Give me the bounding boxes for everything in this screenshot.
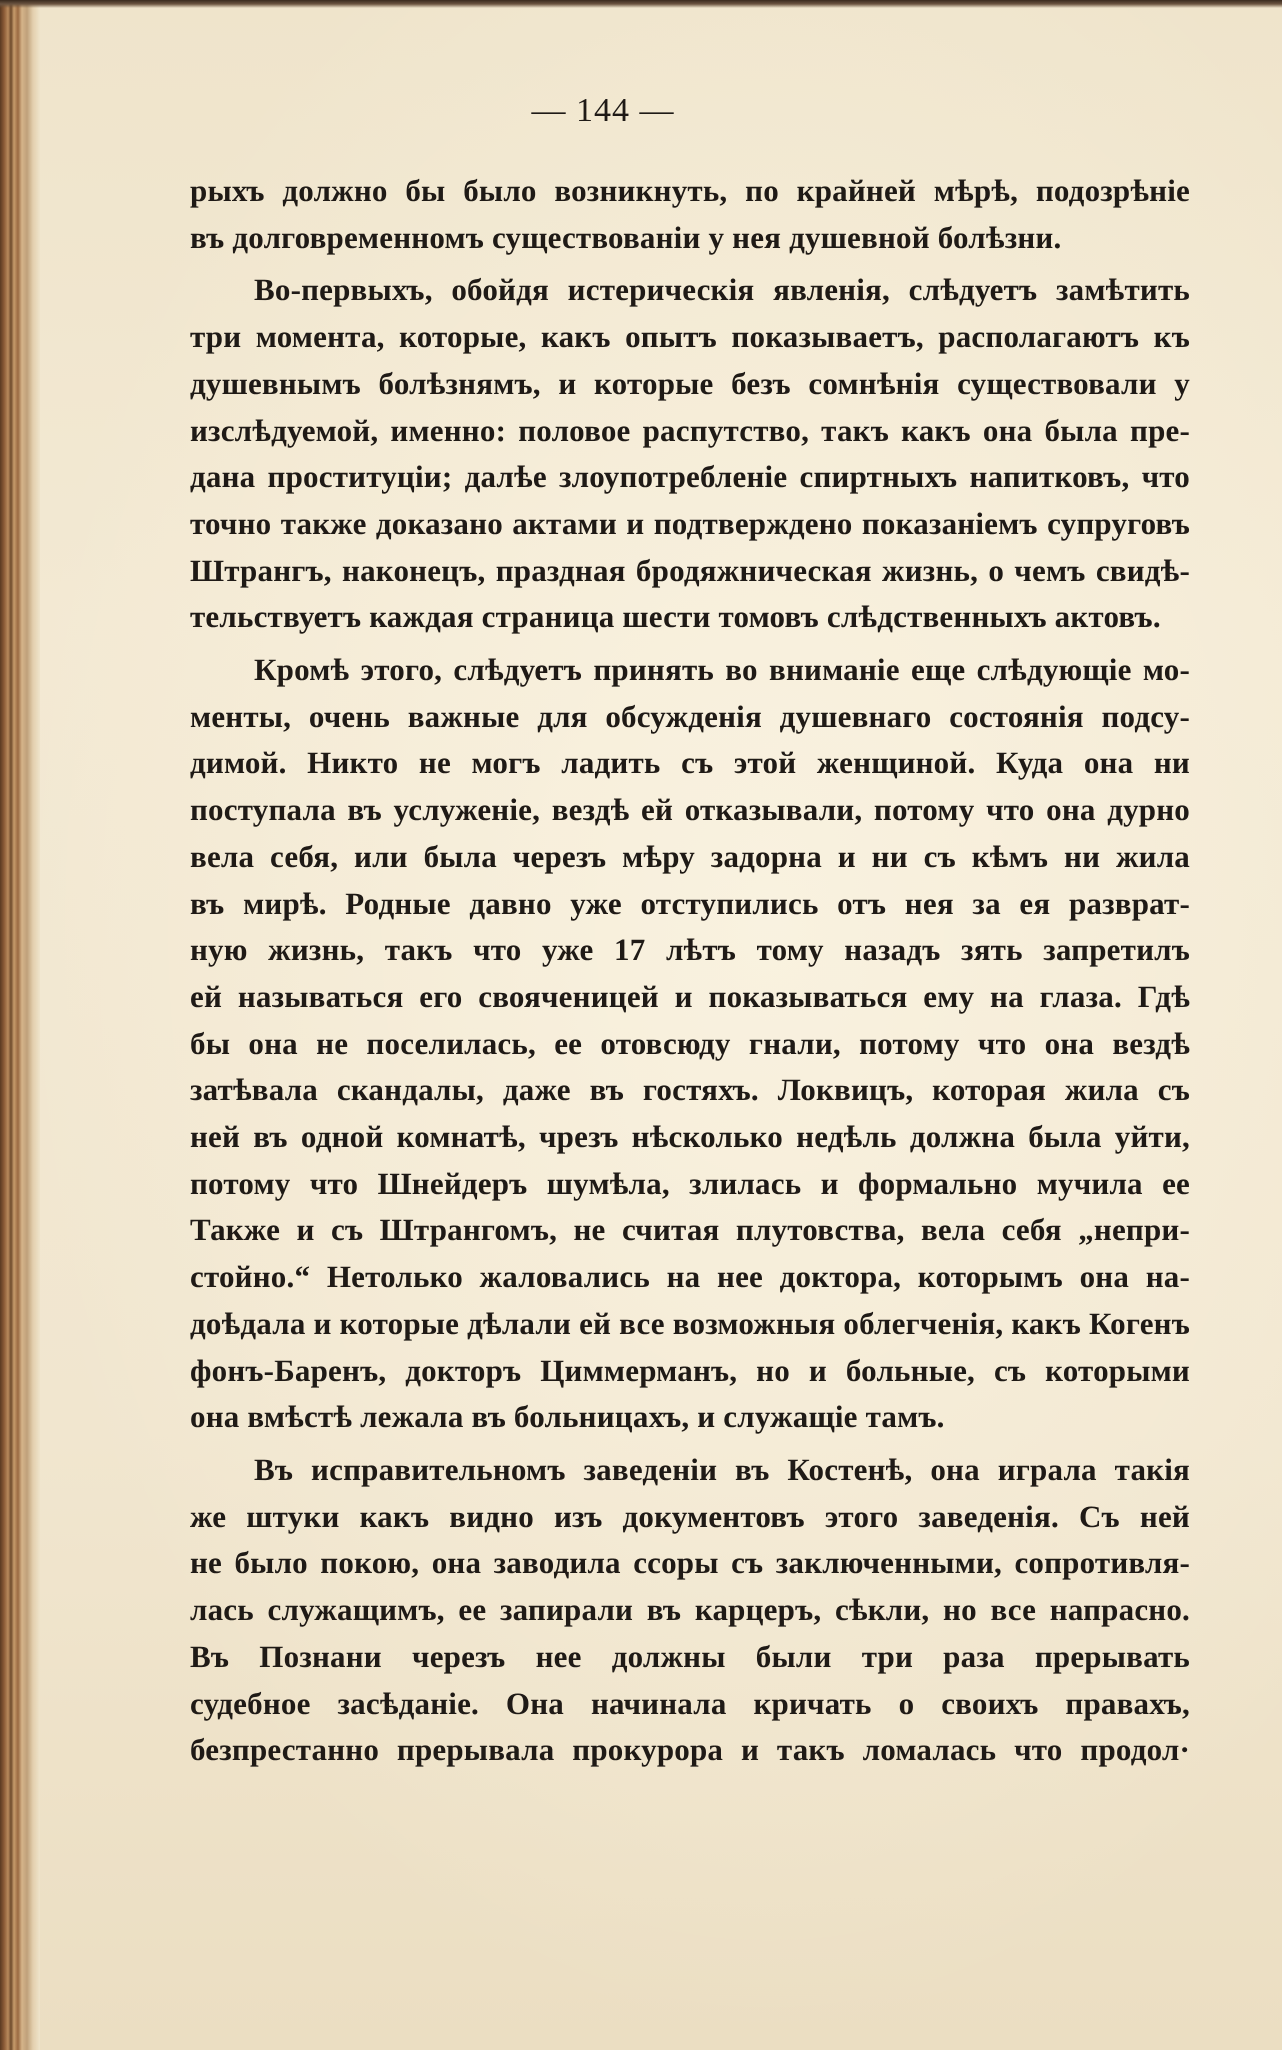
text-line: тельствуетъ каждая страница шести томовъ слѣдственныхъ актовъ. (190, 599, 1161, 635)
text-line: поступала въ услуженіе, вездѣ ей отказывали, потому что она дурно (190, 792, 1190, 828)
text-line: ей называться его свояченицей и показываться ему на глаза. Гдѣ (190, 978, 1190, 1014)
text-line: же штуки какъ видно изъ документовъ этого заведенія. Съ ней (190, 1498, 1190, 1534)
text-line: фонъ-Баренъ, докторъ Циммерманъ, но и больные, съ которыми (190, 1352, 1190, 1388)
text-line: Также и съ Штрангомъ, не считая плутовства, вела себя „непри- (190, 1212, 1190, 1248)
text-line: рыхъ должно бы было возникнуть, по крайней мѣрѣ, подозрѣніе (190, 173, 1190, 208)
text-line: стойно.“ Нетолько жаловались на нее доктора, которымъ она на- (190, 1259, 1190, 1295)
text-line: судебное засѣданіе. Она начинала кричать о своихъ правахъ, (190, 1685, 1190, 1721)
paragraph (190, 1447, 1190, 1774)
text-line: бы она не поселилась, ее отовсюду гнали, потому что она вездѣ (190, 1025, 1190, 1061)
text-line: дана проституціи; далѣе злоупотребленіе спиртныхъ напитковъ, что (190, 459, 1190, 495)
text-line: она вмѣстѣ лежала въ больницахъ, и служащіе тамъ. (190, 1399, 945, 1435)
page-top-edge (0, 0, 1282, 8)
text-line: потому что Шнейдеръ шумѣла, злилась и формально мучила ее (190, 1165, 1190, 1201)
text-line: лась служащимъ, ее запирали въ карцеръ, сѣкли, но все напрасно. (190, 1592, 1190, 1628)
text-line: затѣвала скандалы, даже въ гостяхъ. Локвицъ, которая жила съ (190, 1072, 1190, 1108)
text-line: не было покою, она заводила ссоры съ заключенными, сопротивля- (190, 1545, 1190, 1581)
text-line: ную жизнь, такъ что уже 17 лѣтъ тому назадъ зять запретилъ (190, 932, 1190, 968)
text-line: точно также доказано актами и подтверждено показаніемъ супруговъ (190, 505, 1190, 541)
paragraph (190, 267, 1190, 641)
text-line: въ долговременномъ существованіи у нея душевной болѣзни. (190, 219, 1062, 255)
text-line: Во-первыхъ, обойдя истерическія явленія, слѣдуетъ замѣтить (254, 272, 1190, 308)
text-line: Въ Познани черезъ нее должны были три раза прерывать (190, 1638, 1190, 1674)
text-line: вела себя, или была черезъ мѣру задорна и ни съ кѣмъ ни жила (190, 838, 1190, 874)
text-line: ней въ одной комнатѣ, чрезъ нѣсколько недѣль должна была уйти, (190, 1119, 1190, 1155)
text-line: въ мирѣ. Родные давно уже отступились отъ нея за ея разврат- (190, 885, 1190, 921)
text-line: изслѣдуемой, именно: половое распутство, такъ какъ она была пре- (190, 412, 1190, 448)
text-line: менты, очень важные для обсужденія душевнаго состоянія подсу- (190, 698, 1190, 734)
text-line: Штрангъ, наконецъ, праздная бродяжническая жизнь, о чемъ свидѣ- (190, 552, 1190, 588)
text-line: душевнымъ болѣзнямъ, и которые безъ сомнѣнія существовали у (190, 365, 1190, 401)
page-number: — 144 — (531, 92, 675, 129)
text-line: безпрестанно прерывала прокурора и такъ ломалась что продол· (190, 1732, 1190, 1768)
text-line: димой. Никто не могъ ладить съ этой женщиной. Куда она ни (190, 745, 1190, 781)
text-line: Въ исправительномъ заведеніи въ Костенѣ, она играла такія (254, 1451, 1190, 1487)
book-binding-edge (0, 0, 40, 2050)
paragraph (190, 168, 1190, 261)
text-line: доѣдала и которые дѣлали ей все возможныя облегченія, какъ Когенъ (190, 1305, 1190, 1341)
page-body-text (190, 168, 1190, 1780)
paragraph (190, 647, 1190, 1441)
text-line: Кромѣ этого, слѣдуетъ принять во вниманіе еще слѣдующіе мо- (254, 652, 1190, 688)
text-line: три момента, которые, какъ опытъ показываетъ, располагаютъ къ (190, 319, 1190, 355)
